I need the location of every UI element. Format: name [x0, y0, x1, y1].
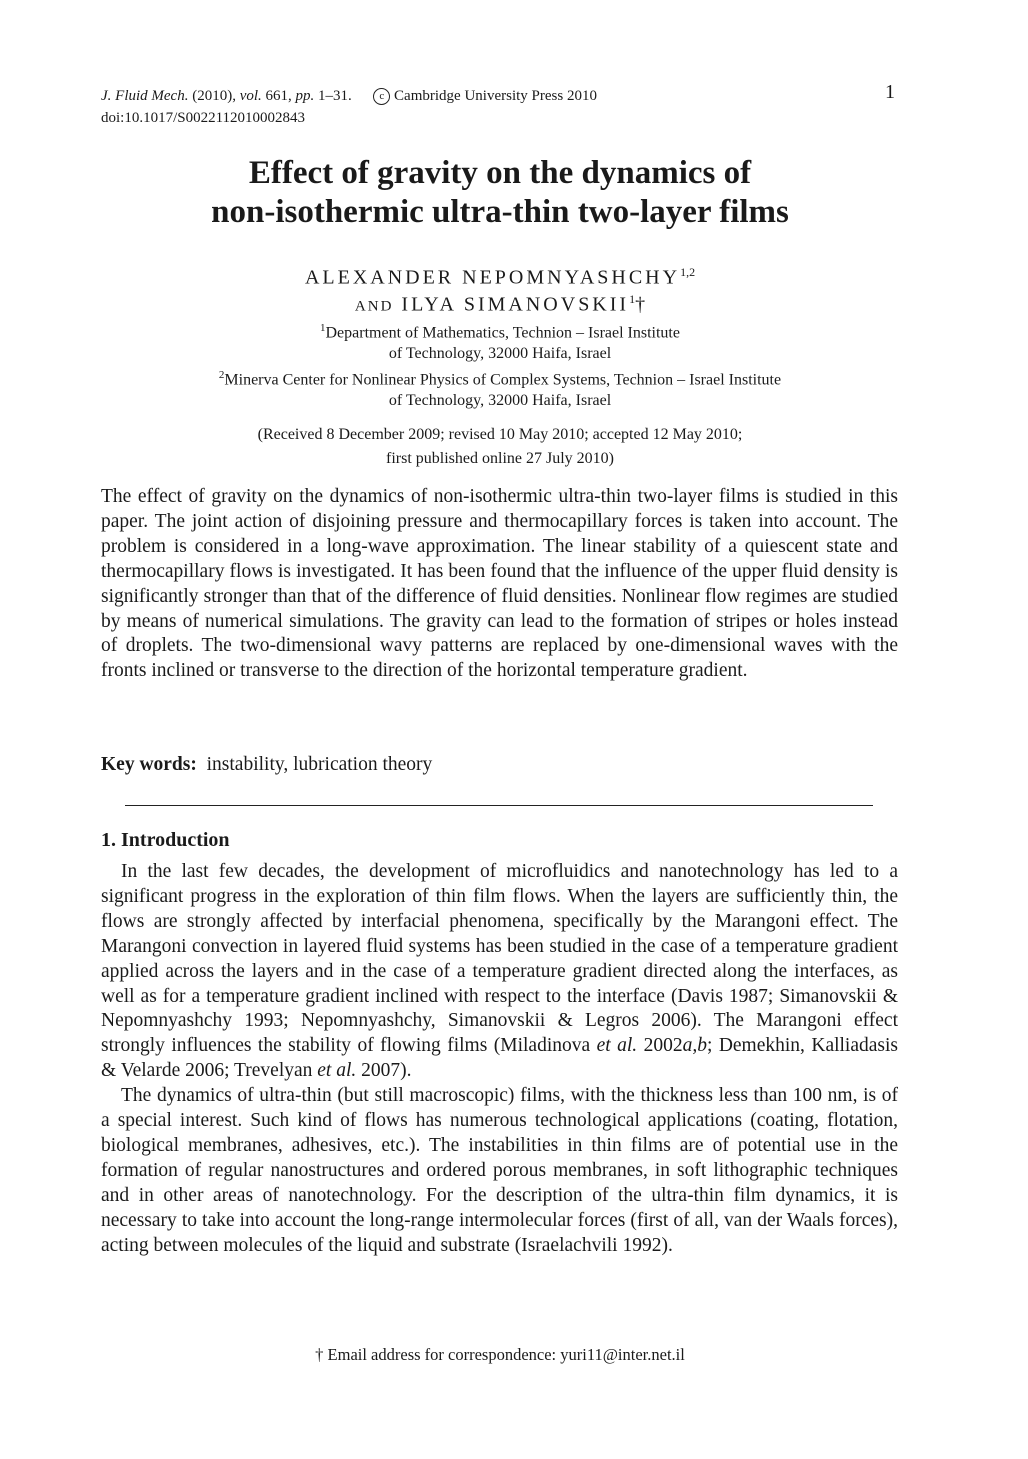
separator-rule: [125, 805, 873, 806]
keywords-value: instability, lubrication theory: [206, 754, 433, 775]
copyright-icon: c: [373, 88, 390, 105]
footnote-dagger: †: [315, 1345, 324, 1364]
footnote: [0, 1345, 1000, 1365]
author-name-1: ALEXANDER NEPOMNYASHCHY: [304, 266, 681, 289]
author-line-2: [0, 286, 1000, 320]
etal-1: et al.: [596, 1035, 638, 1057]
affil-2-sup: 2: [218, 369, 225, 381]
page-number: 1: [885, 81, 895, 103]
doi: doi:10.1017/S0022112010002843: [101, 110, 306, 126]
affil-2-line-2: of Technology, 32000 Haifa, Israel: [388, 392, 612, 410]
affiliation-1: [0, 318, 1000, 364]
paragraph-2: The dynamics of ultra-thin (but still macroscopic) films, with the thickness less than 100 nm, is of a special interest. Such kind of flows has numerous technological applications (coating, flotation, biological membranes, adhesives, etc.). The instabilities in thin films are of potential use in the formation of regular nanostructures and ordered porous membranes, in soft lithographic techniques and in other areas of nanotechnology. For the description of the ultra-thin film dynamics, it is necessary to take into account the long-range intermolecular forces (first of all, van der Waals forces), acting between molecules of the liquid and substrate (Israelachvili 1992).: [101, 1085, 898, 1256]
paragraph-1-text-2: ; Demekhin, Kalliadasis & Velarde 2006; Trevelyan: [101, 1035, 899, 1082]
received-dates: [0, 423, 1000, 471]
etal-2: et al.: [317, 1060, 357, 1082]
section-body: [101, 860, 898, 1259]
pages-label: pp.: [295, 88, 315, 104]
author-1-affil-sup: 1,2: [680, 265, 696, 279]
abstract: [101, 485, 898, 684]
journal-year: (2010),: [192, 88, 236, 104]
publisher: Cambridge University Press 2010: [394, 88, 597, 104]
affiliation-2: [0, 365, 1000, 411]
keywords-label: Key words:: [101, 754, 197, 775]
paragraph-1-ab: a,b: [682, 1035, 707, 1057]
dagger-mark: †: [635, 293, 646, 316]
footnote-text: Email address for correspondence: yuri11@inter.net.il: [327, 1345, 685, 1364]
volume-number: 661,: [265, 88, 292, 104]
journal-name: J. Fluid Mech.: [101, 88, 189, 104]
abstract-text: The effect of gravity on the dynamics of non-isothermic ultra-thin two-layer films is studied in this paper. The joint action of disjoining pressure and thermocapillary forces is taken into account. The problem is considered in a long-wave approximation. The linear stability of a quiescent state and thermocapillary flows is investigated. It has been found that the influence of the upper fluid density is significantly stronger than that of the difference of fluid densities. Nonlinear flow regimes are studied by means of numerical simulations. The gravity can lead to the formation of stripes or holes instead of droplets. The two-dimensional wavy patterns are replaced by one-dimensional waves with the fronts inclined or transverse to the direction of the horizontal temperature gradient.: [101, 486, 898, 682]
received-line-1: (Received 8 December 2009; revised 10 May 2010; accepted 12 May 2010;: [257, 426, 743, 443]
affil-1-sup: 1: [320, 322, 326, 334]
paragraph-1-year: 2002: [637, 1035, 683, 1057]
affil-1-line-1: Department of Mathematics, Technion – Israel Institute: [325, 324, 680, 342]
title-line-1: Effect of gravity on the dynamics of: [248, 155, 752, 191]
affil-1-line-2: of Technology, 32000 Haifa, Israel: [388, 345, 612, 363]
author-name-2: ILYA SIMANOVSKII: [401, 293, 630, 316]
paragraph-1-text: In the last few decades, the development of microfluidics and nanotechnology has led to a significant progress in the exploration of thin film flows. When the layers are sufficiently thin, the flows are strongly affected by interfacial phenomena, specifically by the Marangoni effect. The Marangoni convection in layered fluid systems has been studied in the case of a temperature gradient applied across the layers and in the case of a temperature gradient directed along the interfaces, as well as for a temperature gradient inclined with respect to the interface (Davis 1987; Simanovskii & Nepomnyashchy 1993; Nepomnyashchy, Simanovskii & Legros 2006). The Marangoni effect strongly influences the stability of flowing films (Miladinova: [101, 861, 898, 1057]
journal-citation: [101, 85, 597, 107]
paragraph-1-end: 2007).: [356, 1060, 412, 1082]
paragraph-1: [101, 860, 898, 1084]
volume-label: vol.: [239, 88, 262, 104]
section-heading: 1. Introduction: [101, 829, 230, 851]
author-conjunction: AND: [354, 298, 394, 315]
author-2-affil-sup: 1: [629, 292, 636, 306]
keywords: [101, 753, 898, 778]
received-line-2: first published online 27 July 2010): [386, 450, 614, 467]
title-line-2: non-isothermic ultra-thin two-layer films: [211, 194, 789, 230]
affil-2-line-1: Minerva Center for Nonlinear Physics of Complex Systems, Technion – Israel Institute: [224, 371, 782, 389]
page-range: 1–31.: [318, 88, 352, 104]
paper-title: [0, 154, 1000, 232]
